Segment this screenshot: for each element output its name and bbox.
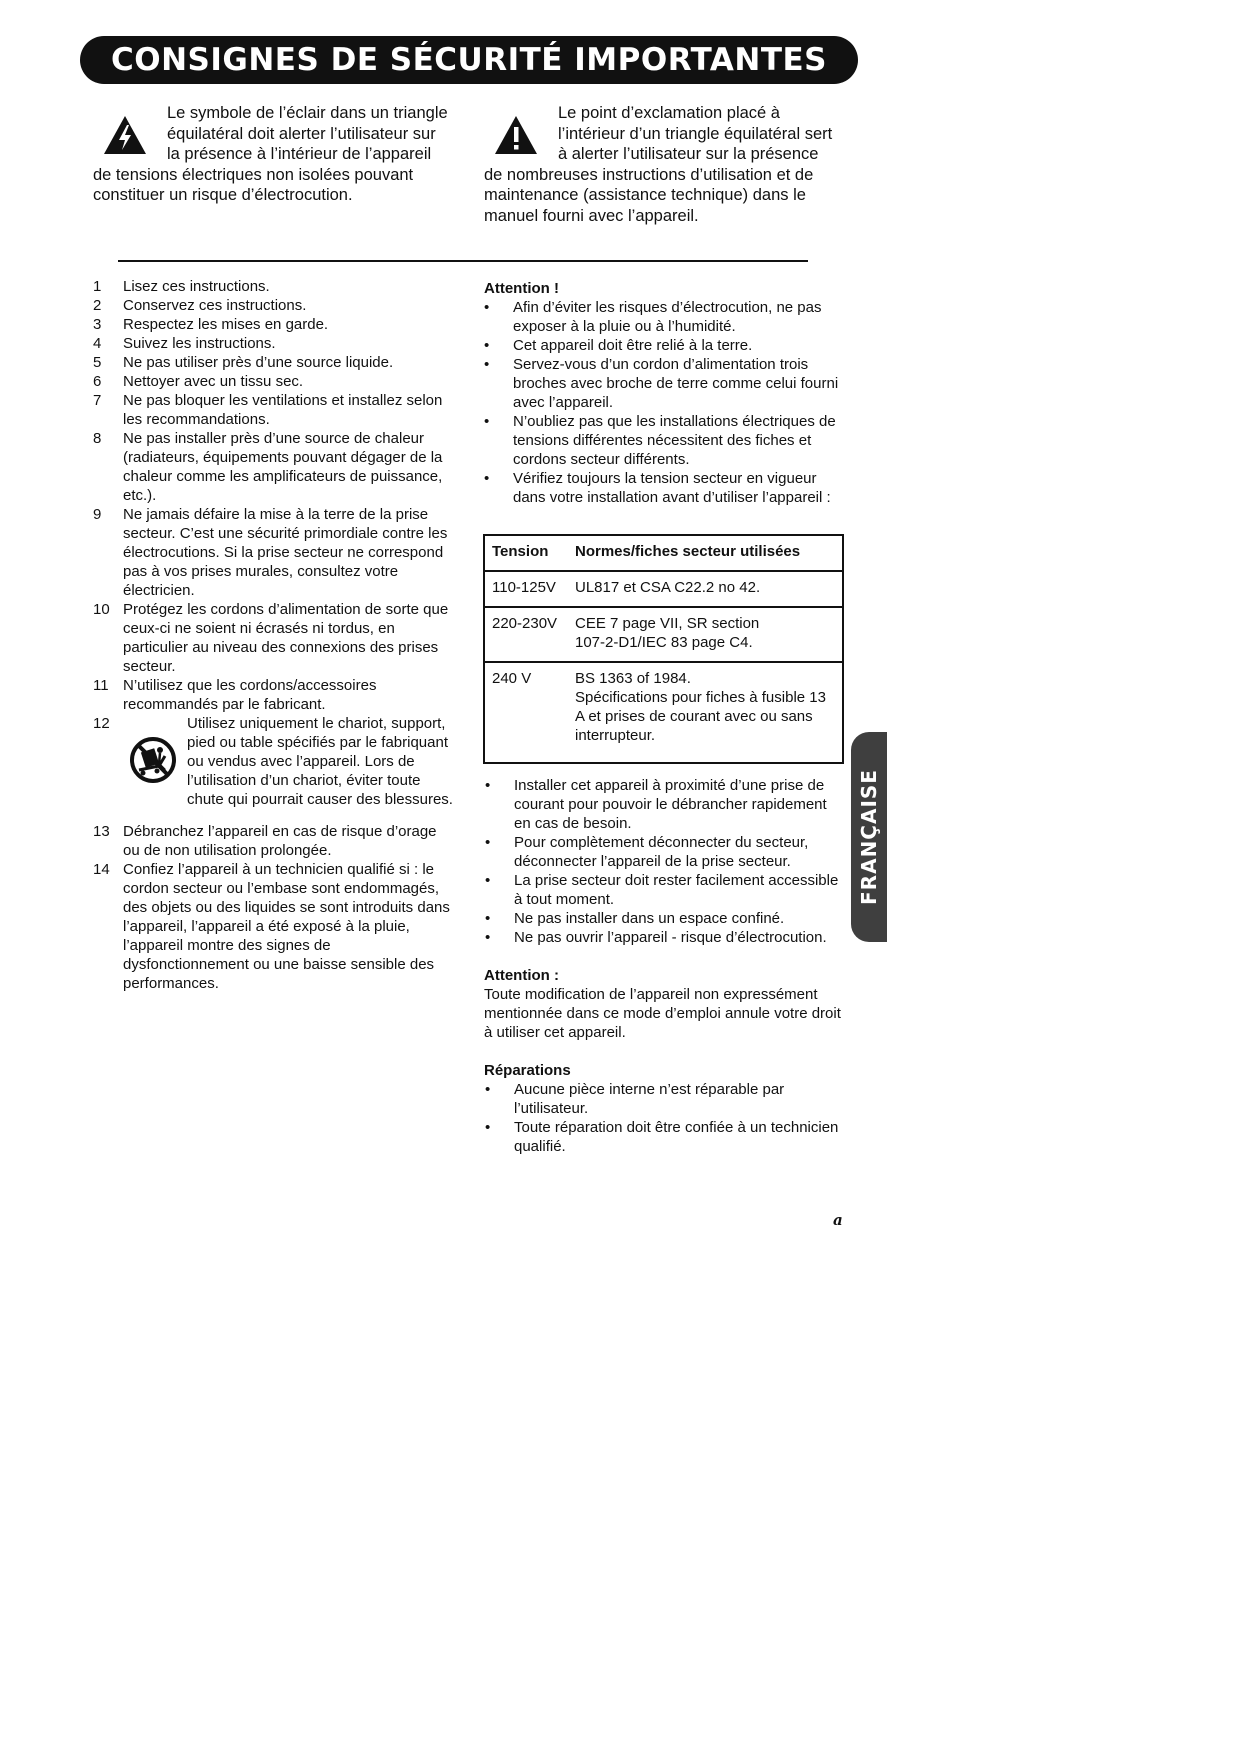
- list-item: 6 Nettoyer avec un tissu sec.: [93, 373, 304, 390]
- list-item: • N’oubliez pas que les installations électriques de tensions différentes nécessitent des fiches et cordons secteur différents.: [484, 412, 844, 469]
- language-tab-label: FRANÇAISE: [857, 769, 881, 905]
- instructions-column: [93, 277, 455, 993]
- list-item: 10 Protégez les cordons d’alimentation de sorte que ceux-ci ne soient ni écrasés ni tordus, en particulier au niveau des connexions des prises secteur.: [93, 601, 449, 675]
- list-item: 1 Lisez ces instructions.: [93, 278, 270, 295]
- list-item: 3 Respectez les mises en garde.: [93, 316, 329, 333]
- installation-list: [485, 776, 844, 947]
- reparations-list: [485, 1080, 844, 1156]
- list-item: • Ne pas ouvrir l’appareil - risque d’électrocution.: [485, 928, 844, 947]
- table-row: 220-230V CEE 7 page VII, SR section 107-2-D1/IEC 83 page C4.: [484, 607, 843, 662]
- column-header-tension: Tension: [484, 535, 568, 571]
- page-title: CONSIGNES DE SÉCURITÉ IMPORTANTES: [111, 42, 827, 78]
- intro-exclamation: [484, 103, 839, 226]
- list-item: • Servez-vous d’un cordon d’alimentation trois broches avec broche de terre comme celui fourni avec l’appareil.: [484, 355, 844, 412]
- list-item: 2 Conservez ces instructions.: [93, 297, 307, 314]
- list-item: 7 Ne pas bloquer les ventilations et installez selon les recommandations.: [93, 392, 443, 428]
- table-row: 110-125V UL817 et CSA C22.2 no 42.: [484, 571, 843, 607]
- section-divider: [118, 260, 808, 262]
- list-item: 4 Suivez les instructions.: [93, 335, 276, 352]
- list-item: 8 Ne pas installer près d’une source de chaleur (radiateurs, équipements pouvant dégager de la chaleur comme les amplificateurs de puissance, etc.).: [93, 430, 443, 504]
- list-item: 5 Ne pas utiliser près d’une source liquide.: [93, 354, 394, 371]
- list-item: • Pour complètement déconnecter du secteur, déconnecter l’appareil de la prise secteur.: [485, 833, 844, 871]
- exclamation-triangle-icon: [494, 115, 538, 155]
- page-number: a: [833, 1211, 843, 1229]
- attention-heading: Attention !: [484, 280, 559, 297]
- list-item: • La prise secteur doit rester facilement accessible à tout moment.: [485, 871, 844, 909]
- list-item: • Vérifiez toujours la tension secteur en vigueur dans votre installation avant d’utiliser l’appareil :: [484, 469, 844, 507]
- list-item: 12 Utilisez uniquement le chariot, support, pied ou table spécifiés par le fabriquant ou vendus avec l’appareil. Lors de l’utilisation d’un chariot, éviter toute chute qui pourrait causer des blessures.: [93, 715, 453, 808]
- list-item: 14 Confiez l’appareil à un technicien qualifié si : le cordon secteur ou l’embase sont endommagés, des objets ou des liquides se sont introduits dans l’appareil, l’appareil a été exposé à la pluie, l’appareil montre des signes de dysfonctionnement ou une baisse sensible des performances.: [93, 861, 450, 992]
- instructions-list: [93, 277, 455, 993]
- list-item: 11 N’utilisez que les cordons/accessoires recommandés par le fabricant.: [93, 677, 377, 713]
- language-tab: [851, 732, 887, 942]
- intro-exclamation-text: Le point d’exclamation placé à l’intérieur d’un triangle équilatéral sert à alerter l’utilisateur sur la présence de nombreuses instructions d’utilisation et de maintenance (assistance technique) dans le manuel fourni avec l’appareil.: [484, 104, 833, 225]
- list-item: • Ne pas installer dans un espace confiné.: [485, 909, 844, 928]
- attention-modification-text: Toute modification de l’appareil non expressément mentionnée dans ce mode d’emploi annule votre droit à utiliser cet appareil.: [484, 986, 841, 1041]
- reparations-heading: Réparations: [484, 1062, 571, 1079]
- cart-tip-over-warning-icon: [129, 736, 177, 784]
- list-item: • Aucune pièce interne n’est réparable par l’utilisateur.: [485, 1080, 844, 1118]
- lightning-triangle-icon: [103, 115, 147, 155]
- table-header-row: [484, 535, 843, 571]
- list-item: • Cet appareil doit être relié à la terre.: [484, 336, 844, 355]
- table-row: 240 V BS 1363 of 1984. Spécifications pour fiches à fusible 13 A et prises de courant avec ou sans interrupteur.: [484, 662, 843, 763]
- title-banner: [80, 36, 858, 84]
- list-item: • Installer cet appareil à proximité d’une prise de courant pour pouvoir le débrancher rapidement en cas de besoin.: [485, 776, 844, 833]
- voltage-table: [483, 534, 844, 764]
- list-item: 13 Débranchez l’appareil en cas de risque d’orage ou de non utilisation prolongée.: [93, 823, 437, 859]
- list-item: 9 Ne jamais défaire la mise à la terre de la prise secteur. C’est une sécurité primordiale contre les électrocutions. Si la prise secteur ne correspond pas à vos prises murales, consultez votre électricien.: [93, 506, 448, 599]
- attention-modification-heading: Attention :: [484, 967, 559, 984]
- warnings-column: [484, 279, 844, 1156]
- attention-list: [484, 298, 844, 507]
- intro-lightning: [93, 103, 453, 206]
- column-header-normes: Normes/fiches secteur utilisées: [568, 535, 843, 571]
- list-item: • Afin d’éviter les risques d’électrocution, ne pas exposer à la pluie ou à l’humidité.: [484, 298, 844, 336]
- list-item: • Toute réparation doit être confiée à un technicien qualifié.: [485, 1118, 844, 1156]
- intro-lightning-text: Le symbole de l’éclair dans un triangle équilatéral doit alerter l’utilisateur sur la présence à l’intérieur de l’appareil de tensions électriques non isolées pouvant constituer un risque d’électrocution.: [93, 104, 448, 204]
